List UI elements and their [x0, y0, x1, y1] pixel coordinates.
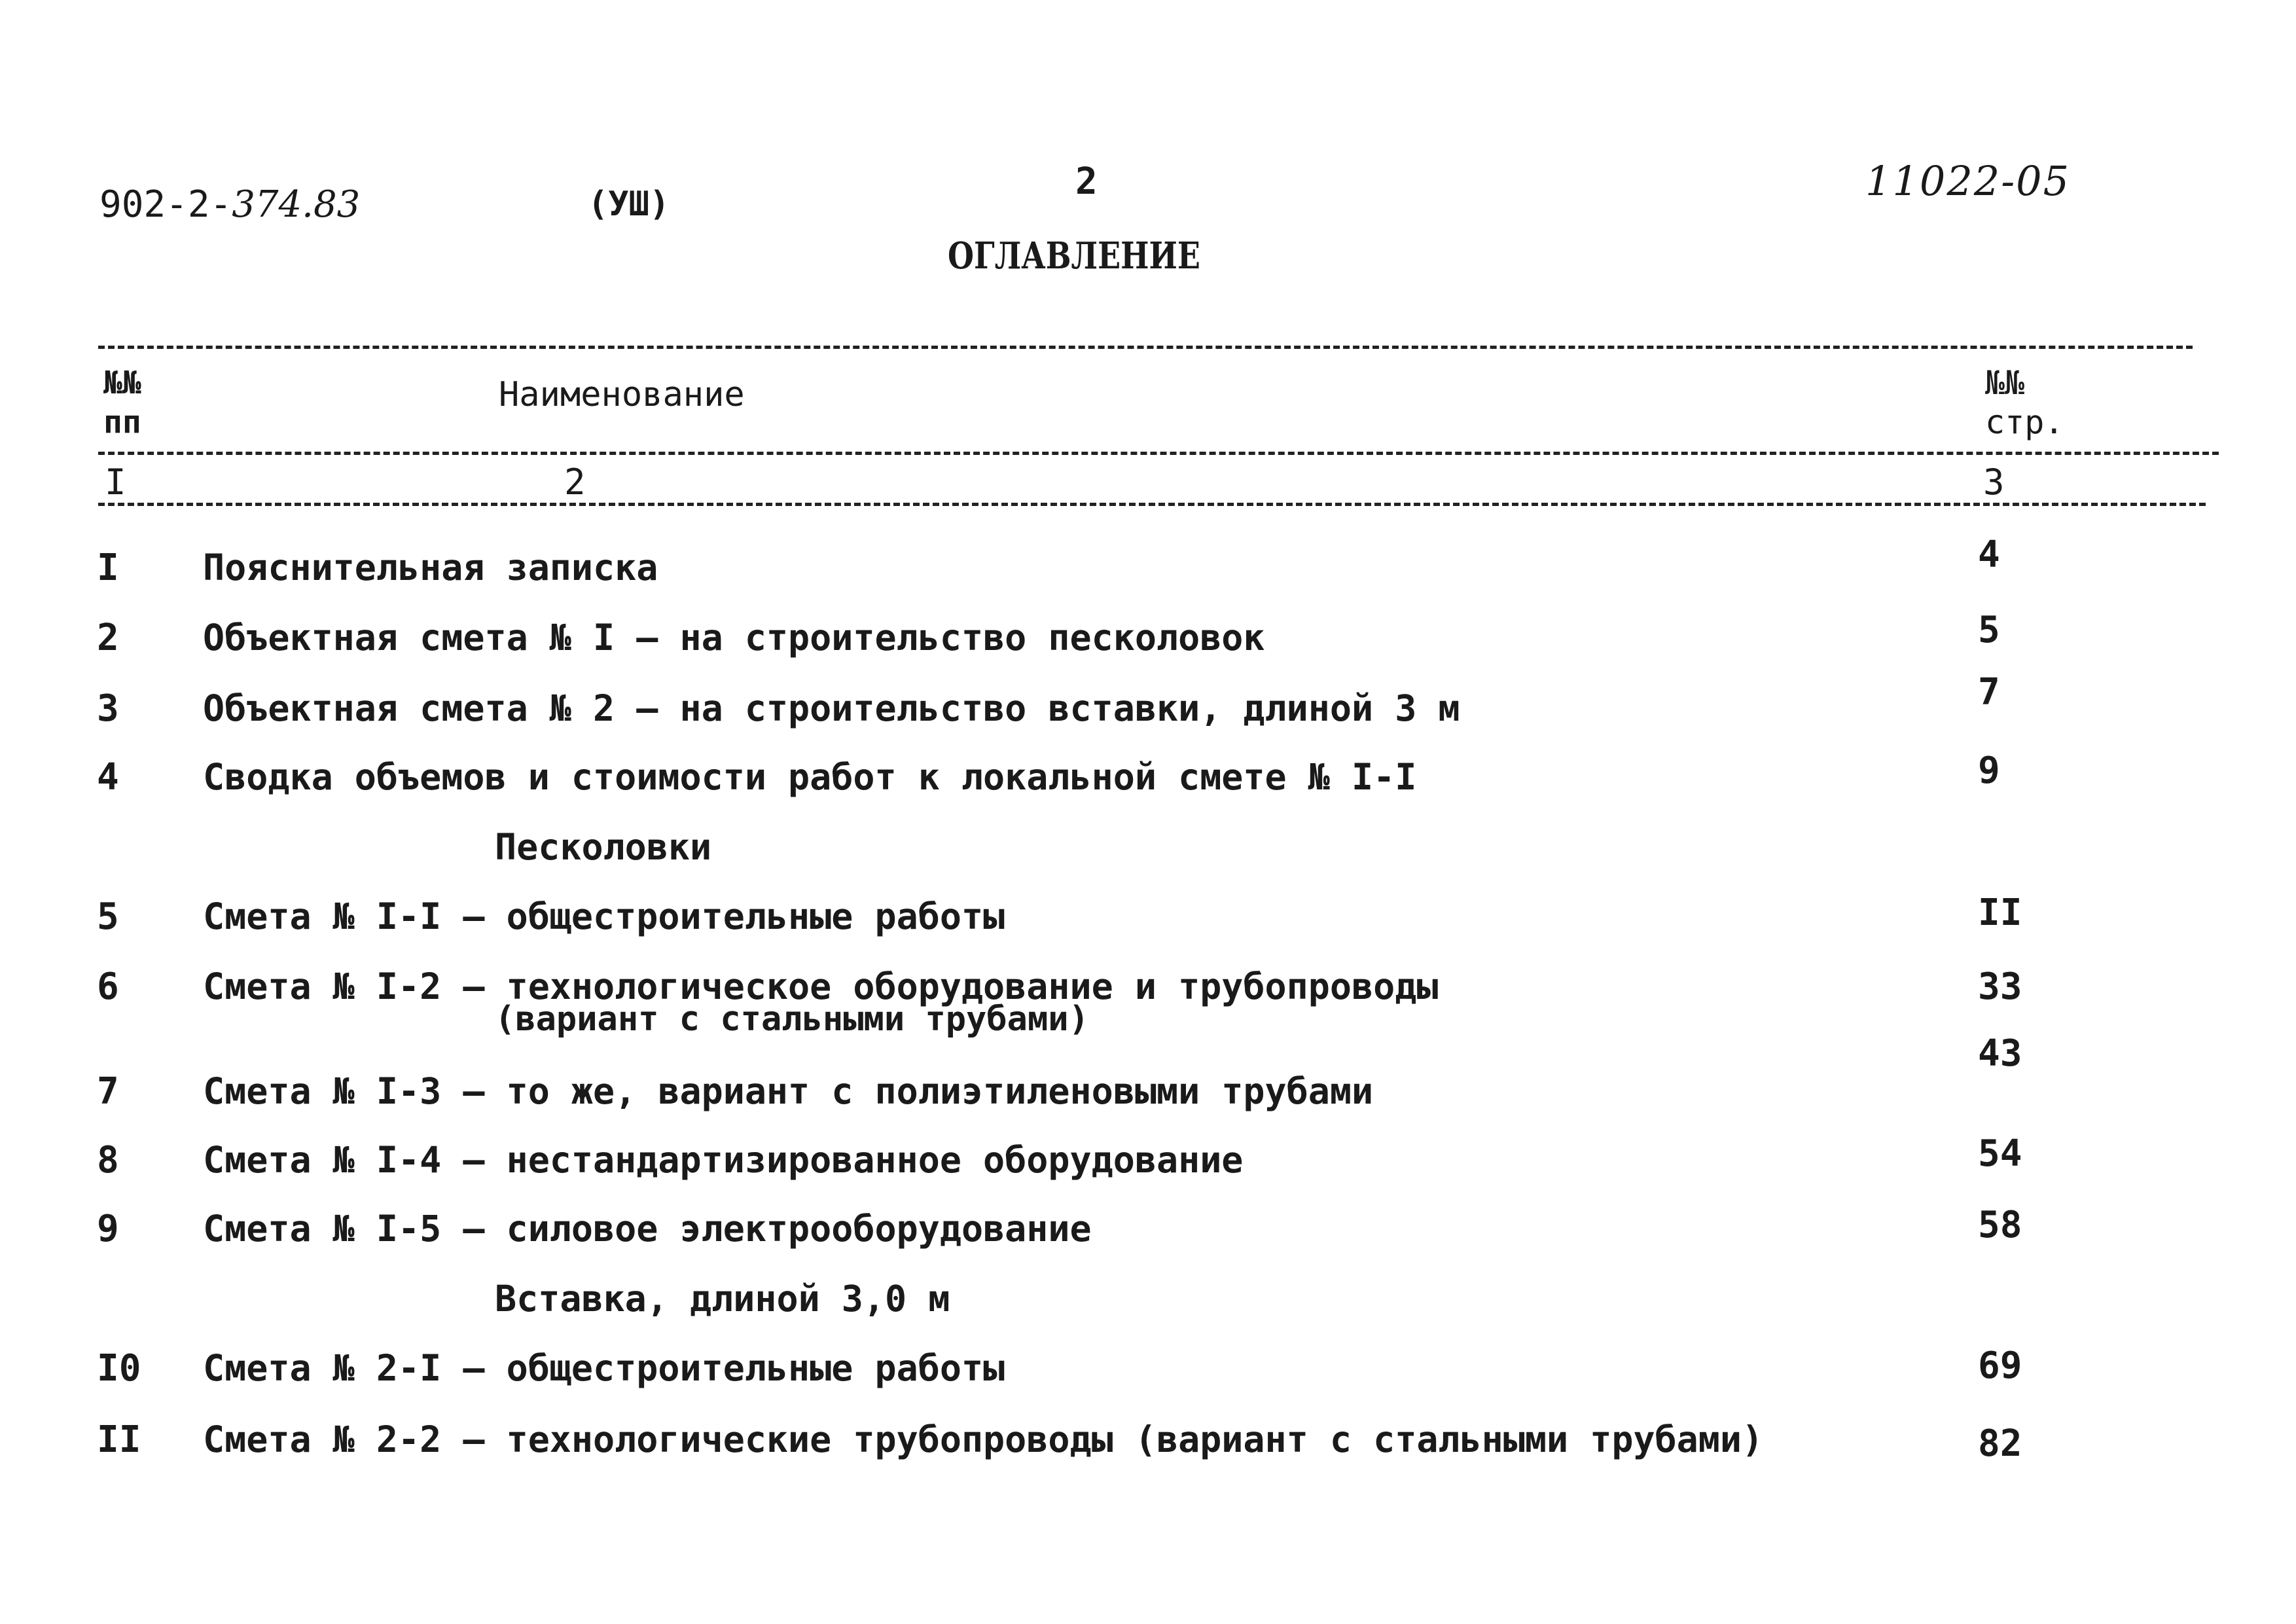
section-heading: Песколовки — [495, 826, 712, 868]
row-number: I0 — [97, 1347, 141, 1390]
table-row — [0, 609, 2296, 662]
table-row — [0, 1032, 2296, 1116]
table-top-rule — [98, 346, 2193, 349]
row-number: 3 — [97, 687, 119, 730]
table-row — [0, 1418, 2296, 1464]
table-row — [0, 965, 2296, 1044]
row-page: 9 — [1978, 749, 2000, 792]
document-code-prefix: 902-2- — [99, 183, 232, 226]
row-number: 4 — [97, 756, 119, 799]
row-page: II — [1978, 892, 2022, 934]
row-number: 5 — [97, 895, 119, 938]
row-name: Пояснительная записка — [203, 547, 658, 588]
row-number: II — [97, 1418, 141, 1461]
row-name: Сводка объемов и стоимости работ к локальной смете № I-I — [203, 756, 1417, 798]
page-number: 2 — [1075, 160, 1098, 203]
row-name: Смета № I-4 – нестандартизированное оборудование — [203, 1139, 1244, 1181]
row-name: Объектная смета № 2 – на строительство вставки, длиной 3 м — [203, 687, 1460, 729]
row-name-continuation: (вариант с стальными трубами) — [495, 1000, 1089, 1039]
column-number-3: 3 — [1983, 461, 2005, 503]
table-row — [0, 1204, 2296, 1254]
row-name: Смета № I-2 – технологическое оборудование и трубопроводы — [203, 965, 1439, 1007]
column-number-rule — [98, 503, 2206, 506]
table-row — [0, 1344, 2296, 1393]
column-number-1: I — [105, 461, 126, 503]
column-header-number-line2: пп — [103, 404, 141, 441]
row-name: Смета № 2-2 – технологические трубопроводы (вариант с стальными трубами) — [203, 1418, 1764, 1460]
column-number-2: 2 — [564, 461, 586, 503]
section-heading: Вставка, длиной 3,0 м — [495, 1278, 950, 1320]
row-page: 82 — [1978, 1422, 2022, 1465]
row-number: 6 — [97, 965, 119, 1008]
table-row — [0, 671, 2296, 733]
column-header-name: Наименование — [499, 375, 745, 414]
table-row — [0, 1132, 2296, 1185]
row-page: 4 — [1978, 533, 2000, 576]
row-page: 69 — [1978, 1344, 2022, 1387]
column-header-page — [1985, 363, 2064, 442]
archive-number: 11022-05 — [1865, 157, 2071, 205]
row-page: 54 — [1978, 1132, 2022, 1175]
row-number: 8 — [97, 1139, 119, 1182]
column-header-page-line1: №№ — [1985, 364, 2025, 402]
series-label: (УШ) — [588, 185, 670, 224]
column-header-page-line2: стр. — [1985, 403, 2064, 441]
column-header-number-line1: №№ — [103, 365, 141, 401]
row-page: 58 — [1978, 1204, 2022, 1246]
row-name: Смета № I-I – общестроительные работы — [203, 895, 1005, 937]
table-row — [0, 892, 2296, 941]
row-number: 9 — [97, 1208, 119, 1250]
table-row — [0, 533, 2296, 592]
row-name: Объектная смета № I – на строительство песколовок — [203, 617, 1265, 659]
table-header-rule — [98, 452, 2219, 455]
document-code — [99, 183, 360, 226]
row-page: 43 — [1978, 1032, 2022, 1075]
row-page: 7 — [1978, 671, 2000, 713]
row-page: 5 — [1978, 609, 2000, 651]
row-number: 7 — [97, 1070, 119, 1113]
row-number: I — [97, 547, 119, 589]
row-number: 2 — [97, 617, 119, 659]
table-row — [0, 749, 2296, 802]
document-code-suffix: 374.83 — [232, 183, 361, 226]
row-name: Смета № I-3 – то же, вариант с полиэтиленовыми трубами — [203, 1070, 1374, 1112]
column-header-number — [103, 363, 141, 442]
row-name: Смета № 2-I – общестроительные работы — [203, 1347, 1005, 1389]
row-page: 33 — [1978, 965, 2022, 1008]
row-name: Смета № I-5 – силовое электрооборудование — [203, 1208, 1092, 1250]
page-title: ОГЛАВЛЕНИЕ — [948, 234, 1200, 278]
